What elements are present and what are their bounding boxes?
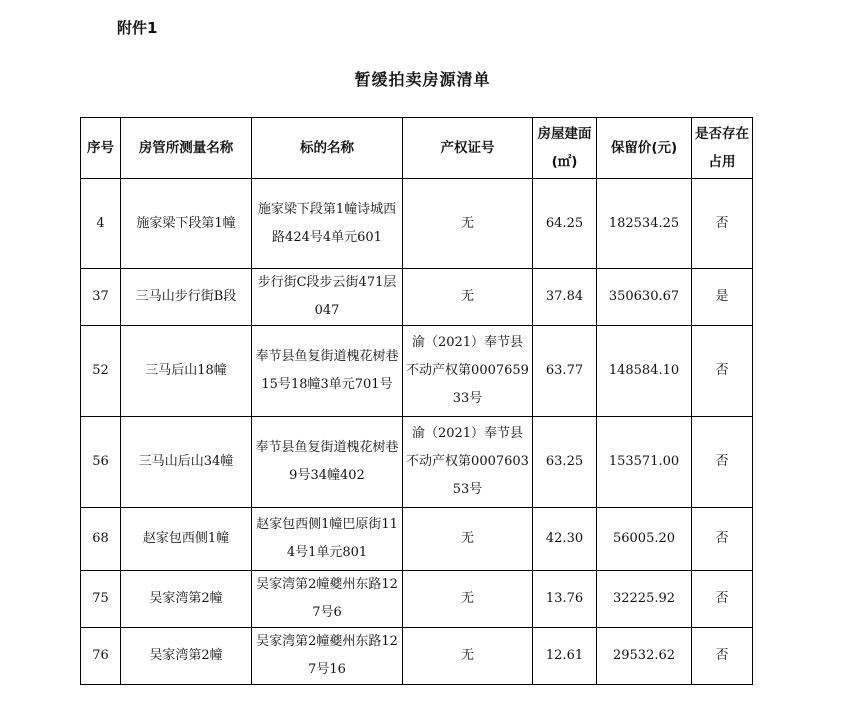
cell-price: 56005.20 <box>597 508 692 571</box>
cell-price: 29532.62 <box>597 628 692 685</box>
cell-mgmt-text: 施家梁下段第1幢 <box>136 215 236 231</box>
cell-mgmt <box>121 269 252 326</box>
cell-seq: 4 <box>81 179 121 269</box>
cell-name-text: 步行街C段步云街471层047 <box>257 275 397 318</box>
cell-cert <box>403 179 533 269</box>
table-row <box>81 326 753 417</box>
header-mgmt <box>121 118 252 179</box>
cell-cert <box>403 628 533 685</box>
header-mgmt-label: 房管所测量名称 <box>138 140 234 156</box>
cell-mgmt-text: 赵家包西侧1幢 <box>142 531 230 546</box>
header-occupied-label: 是否存在占用 <box>695 126 749 170</box>
cell-seq: 75 <box>81 571 121 628</box>
cell-mgmt-text: 三马山步行街B段 <box>135 289 237 304</box>
cell-area: 37.84 <box>533 269 597 326</box>
cell-name <box>252 571 403 628</box>
cell-area: 13.76 <box>533 571 597 628</box>
header-name-label: 标的名称 <box>300 140 354 156</box>
cell-price: 153571.00 <box>597 417 692 508</box>
cell-seq: 37 <box>81 269 121 326</box>
cell-name-text: 赵家包西侧1幢巴原街114号1单元801 <box>256 517 398 560</box>
cell-seq: 68 <box>81 508 121 571</box>
cell-cert-text: 无 <box>460 289 474 304</box>
cell-occupied: 否 <box>692 326 753 417</box>
cell-price: 148584.10 <box>597 326 692 417</box>
cell-area: 64.25 <box>533 179 597 269</box>
cell-area: 12.61 <box>533 628 597 685</box>
cell-mgmt <box>121 179 252 269</box>
cell-price: 32225.92 <box>597 571 692 628</box>
attachment-label: 附件1 <box>117 19 158 37</box>
cell-occupied: 是 <box>692 269 753 326</box>
cell-name <box>252 326 403 417</box>
cell-area: 42.30 <box>533 508 597 571</box>
cell-name-text: 施家梁下段第1幢诗城西路424号4单元601 <box>257 201 397 245</box>
cell-mgmt <box>121 326 252 417</box>
cell-mgmt-text: 吴家湾第2幢 <box>149 648 223 663</box>
cell-cert <box>403 269 533 326</box>
table-row <box>81 417 753 508</box>
cell-name <box>252 628 403 685</box>
cell-mgmt <box>121 628 252 685</box>
cell-cert-text: 渝（2021）奉节县不动产权第000765933号 <box>406 335 529 406</box>
header-cert <box>403 118 533 179</box>
cell-mgmt <box>121 571 252 628</box>
cell-cert-text: 无 <box>460 215 474 231</box>
cell-mgmt-text: 三马山后山34幢 <box>138 454 234 469</box>
cell-name <box>252 417 403 508</box>
cell-occupied: 否 <box>692 628 753 685</box>
cell-name-text: 吴家湾第2幢夔州东路127号6 <box>256 577 398 620</box>
table-row <box>81 269 753 326</box>
cell-occupied: 否 <box>692 179 753 269</box>
cell-cert <box>403 326 533 417</box>
cell-occupied: 否 <box>692 571 753 628</box>
table-header-row <box>81 118 753 179</box>
cell-cert-text: 无 <box>460 591 474 606</box>
cell-cert-text: 渝（2021）奉节县不动产权第000760353号 <box>406 426 529 497</box>
cell-name <box>252 269 403 326</box>
document-title: 暂缓拍卖房源清单 <box>354 70 491 89</box>
cell-occupied: 否 <box>692 417 753 508</box>
header-seq-label: 序号 <box>87 140 114 156</box>
cell-mgmt-text: 吴家湾第2幢 <box>149 591 223 606</box>
header-price <box>597 118 692 179</box>
table-row <box>81 179 753 269</box>
header-occupied <box>692 118 753 179</box>
cell-price: 350630.67 <box>597 269 692 326</box>
property-table <box>80 117 753 685</box>
header-seq <box>81 118 121 179</box>
cell-cert <box>403 417 533 508</box>
cell-name <box>252 179 403 269</box>
cell-seq: 56 <box>81 417 121 508</box>
cell-seq: 52 <box>81 326 121 417</box>
table-row <box>81 628 753 685</box>
cell-name <box>252 508 403 571</box>
table-row <box>81 508 753 571</box>
table-row <box>81 571 753 628</box>
cell-name-text: 吴家湾第2幢夔州东路127号16 <box>256 634 398 677</box>
cell-area: 63.77 <box>533 326 597 417</box>
header-area <box>533 118 597 179</box>
cell-mgmt <box>121 508 252 571</box>
cell-mgmt-text: 三马后山18幢 <box>145 363 227 378</box>
cell-cert-text: 无 <box>460 531 474 546</box>
cell-seq: 76 <box>81 628 121 685</box>
cell-price: 182534.25 <box>597 179 692 269</box>
cell-occupied: 否 <box>692 508 753 571</box>
cell-mgmt <box>121 417 252 508</box>
header-name <box>252 118 403 179</box>
header-area-label: 房屋建面(㎡) <box>537 126 592 170</box>
cell-name-text: 奉节县鱼复街道槐花树巷15号18幢3单元701号 <box>255 349 399 392</box>
cell-cert-text: 无 <box>460 648 474 663</box>
cell-cert <box>403 571 533 628</box>
cell-cert <box>403 508 533 571</box>
header-cert-label: 产权证号 <box>440 140 495 156</box>
header-price-label: 保留价(元) <box>610 140 678 156</box>
cell-name-text: 奉节县鱼复街道槐花树巷9号34幢402 <box>255 440 399 483</box>
cell-area: 63.25 <box>533 417 597 508</box>
